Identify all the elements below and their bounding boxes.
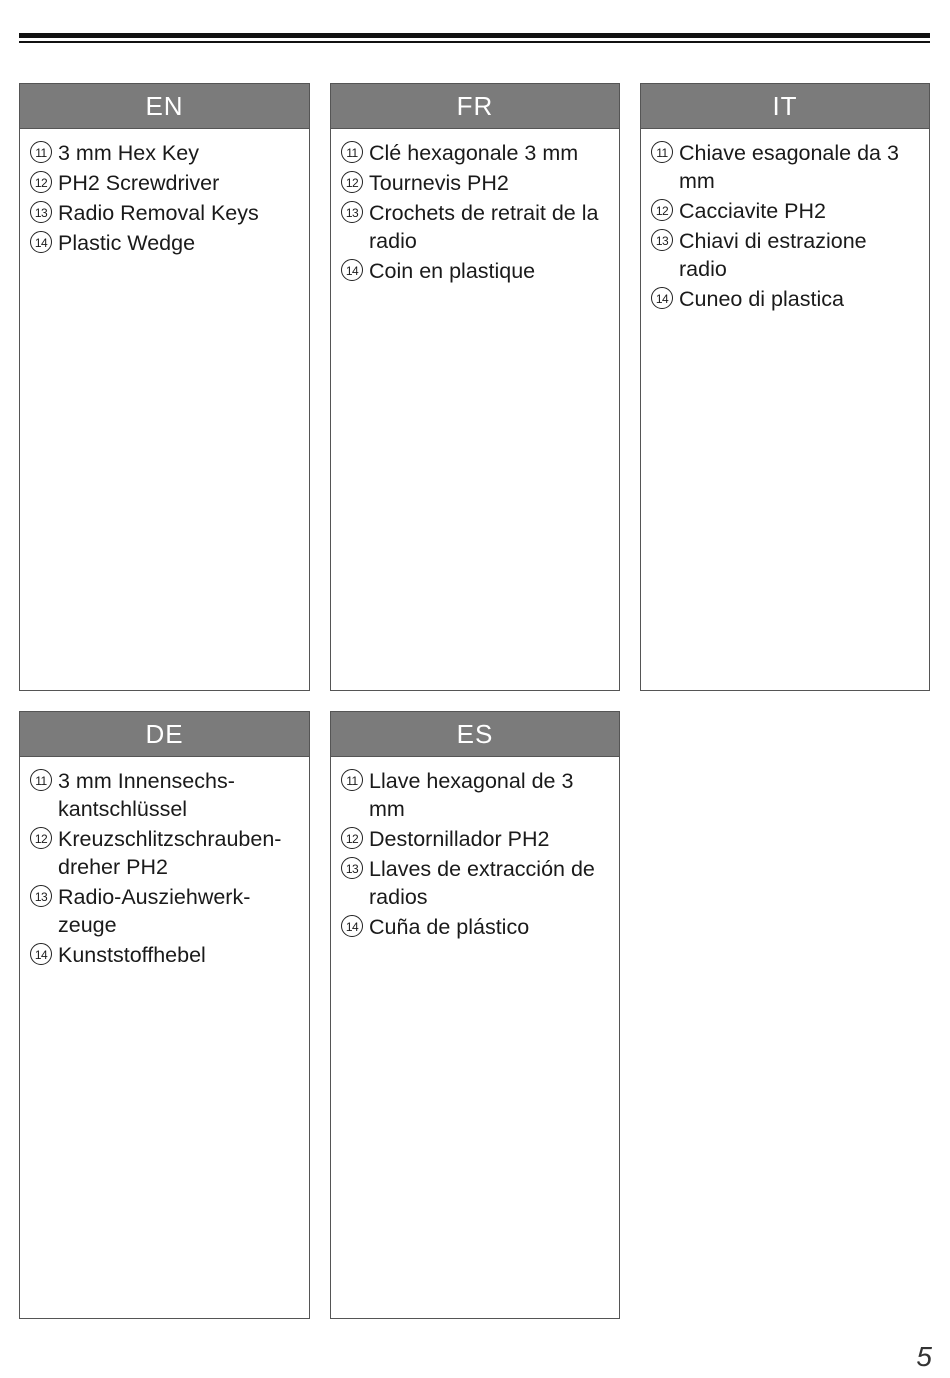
list-item [341, 767, 609, 823]
item-number: 12 [30, 827, 52, 849]
item-text: PH2 Screwdriver [58, 171, 220, 195]
list-item [651, 197, 919, 225]
list-item [341, 855, 609, 911]
list-item [651, 139, 919, 195]
list-item [30, 169, 299, 197]
item-number: 12 [651, 199, 673, 221]
item-text: Cacciavite PH2 [679, 199, 826, 223]
list-item [651, 285, 919, 313]
section-header-de: DE [20, 712, 309, 757]
list-item [341, 825, 609, 853]
section-header-en: EN [20, 84, 309, 129]
item-number: 11 [341, 769, 363, 791]
list-item [30, 767, 299, 823]
item-text: Kunststoffhebel [58, 943, 206, 967]
item-text: Llaves de extracción de radios [369, 857, 595, 909]
list-item [30, 199, 299, 227]
list-item [651, 227, 919, 283]
section-header-fr: FR [331, 84, 619, 129]
item-number: 14 [30, 943, 52, 965]
item-number: 14 [341, 915, 363, 937]
list-item [30, 883, 299, 939]
section-fr [330, 83, 620, 691]
header-rule-thick [19, 33, 930, 38]
item-text: Chiave esagonale da 3 mm [679, 141, 899, 193]
item-text: Chiavi di estrazione radio [679, 229, 867, 281]
section-header-it: IT [641, 84, 929, 129]
section-de [19, 711, 310, 1319]
item-number: 12 [30, 171, 52, 193]
item-text: 3 mm Innensechs-kantschlüssel [58, 769, 235, 821]
item-text: Coin en plastique [369, 259, 536, 283]
section-en [19, 83, 310, 691]
item-text: Destornillador PH2 [369, 827, 550, 851]
item-number: 11 [30, 769, 52, 791]
item-text: 3 mm Hex Key [58, 141, 199, 165]
item-text: Clé hexagonale 3 mm [369, 141, 579, 165]
item-number: 14 [651, 287, 673, 309]
item-text: Radio Removal Keys [58, 201, 259, 225]
section-es [330, 711, 620, 1319]
item-text: Llave hexagonal de 3 mm [369, 769, 574, 821]
section-it [640, 83, 930, 691]
item-text: Crochets de retrait de la radio [369, 201, 599, 253]
list-item [30, 941, 299, 969]
list-item [341, 257, 609, 285]
list-item [341, 913, 609, 941]
item-text: Cuña de plástico [369, 915, 530, 939]
item-number: 11 [341, 141, 363, 163]
item-number: 14 [341, 259, 363, 281]
item-text: Kreuzschlitzschrauben-dreher PH2 [58, 827, 282, 879]
page-number: 5 [916, 1341, 932, 1372]
item-text: Tournevis PH2 [369, 171, 509, 195]
list-item [341, 139, 609, 167]
header-rule-thin [19, 41, 930, 43]
item-number: 13 [30, 885, 52, 907]
item-number: 13 [341, 857, 363, 879]
item-number: 13 [341, 201, 363, 223]
section-header-es: ES [331, 712, 619, 757]
item-number: 13 [30, 201, 52, 223]
list-item [341, 199, 609, 255]
item-text: Plastic Wedge [58, 231, 196, 255]
item-text: Radio-Ausziehwerk-zeuge [58, 885, 251, 937]
item-number: 13 [651, 229, 673, 251]
list-item [341, 169, 609, 197]
list-item [30, 229, 299, 257]
item-number: 11 [30, 141, 52, 163]
list-item [30, 139, 299, 167]
item-text: Cuneo di plastica [679, 287, 844, 311]
list-item [30, 825, 299, 881]
item-number: 11 [651, 141, 673, 163]
item-number: 12 [341, 827, 363, 849]
item-number: 14 [30, 231, 52, 253]
item-number: 12 [341, 171, 363, 193]
